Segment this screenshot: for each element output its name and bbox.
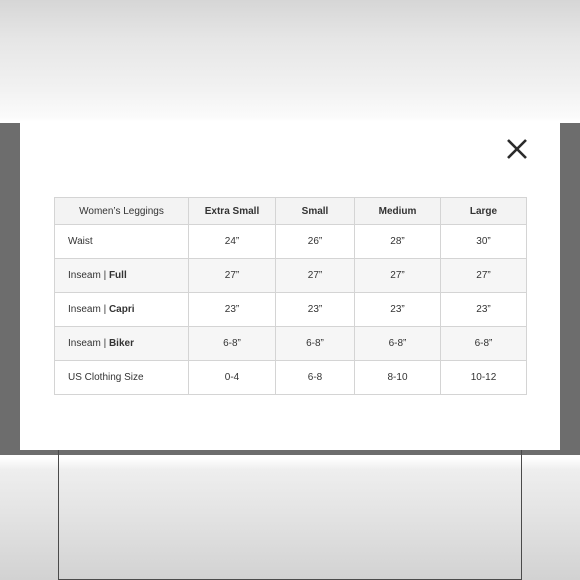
size-chart-modal <box>20 123 560 450</box>
column-header-small: Small <box>276 198 355 225</box>
table-row <box>55 327 527 361</box>
table-cell: 6-8” <box>189 327 276 361</box>
table-cell: 6-8 <box>276 361 355 395</box>
table-cell: 23” <box>441 293 527 327</box>
row-label-us-clothing-size <box>55 361 189 395</box>
table-row <box>55 293 527 327</box>
column-header-large: Large <box>441 198 527 225</box>
table-cell: 27” <box>355 259 441 293</box>
table-cell: 23” <box>276 293 355 327</box>
table-cell: 6-8” <box>441 327 527 361</box>
row-label-text: Inseam | <box>68 304 109 315</box>
table-cell: 6-8” <box>276 327 355 361</box>
corner-header: Women’s Leggings <box>55 198 189 225</box>
table-cell: 23” <box>189 293 276 327</box>
column-header-extra-small: Extra Small <box>189 198 276 225</box>
table-cell: 30” <box>441 225 527 259</box>
table-cell: 0-4 <box>189 361 276 395</box>
table-row <box>55 225 527 259</box>
row-label-waist <box>55 225 189 259</box>
row-label-text: Waist <box>68 236 93 247</box>
row-label-bold-text: Full <box>108 270 127 281</box>
table-cell: 27” <box>441 259 527 293</box>
table-header-row <box>55 198 527 225</box>
table-cell: 6-8” <box>355 327 441 361</box>
row-label-inseam-capri <box>55 293 189 327</box>
table-cell: 23” <box>355 293 441 327</box>
table-cell: 24” <box>189 225 276 259</box>
row-label-bold-text: Capri <box>108 304 135 315</box>
close-button[interactable] <box>504 136 530 162</box>
table-row <box>55 259 527 293</box>
row-label-inseam-biker <box>55 327 189 361</box>
table-cell: 10-12 <box>441 361 527 395</box>
size-chart-table <box>54 197 527 395</box>
row-label-text: Inseam | <box>68 338 109 349</box>
row-label-text: Inseam | <box>68 270 109 281</box>
row-label-text: US Clothing Size <box>68 372 144 383</box>
row-label-bold-text: Biker <box>108 338 134 349</box>
close-icon <box>504 136 530 162</box>
table-cell: 8-10 <box>355 361 441 395</box>
table-cell: 26” <box>276 225 355 259</box>
table-cell: 27” <box>189 259 276 293</box>
table-row <box>55 361 527 395</box>
column-header-medium: Medium <box>355 198 441 225</box>
table-cell: 28” <box>355 225 441 259</box>
table-cell: 27” <box>276 259 355 293</box>
row-label-inseam-full <box>55 259 189 293</box>
